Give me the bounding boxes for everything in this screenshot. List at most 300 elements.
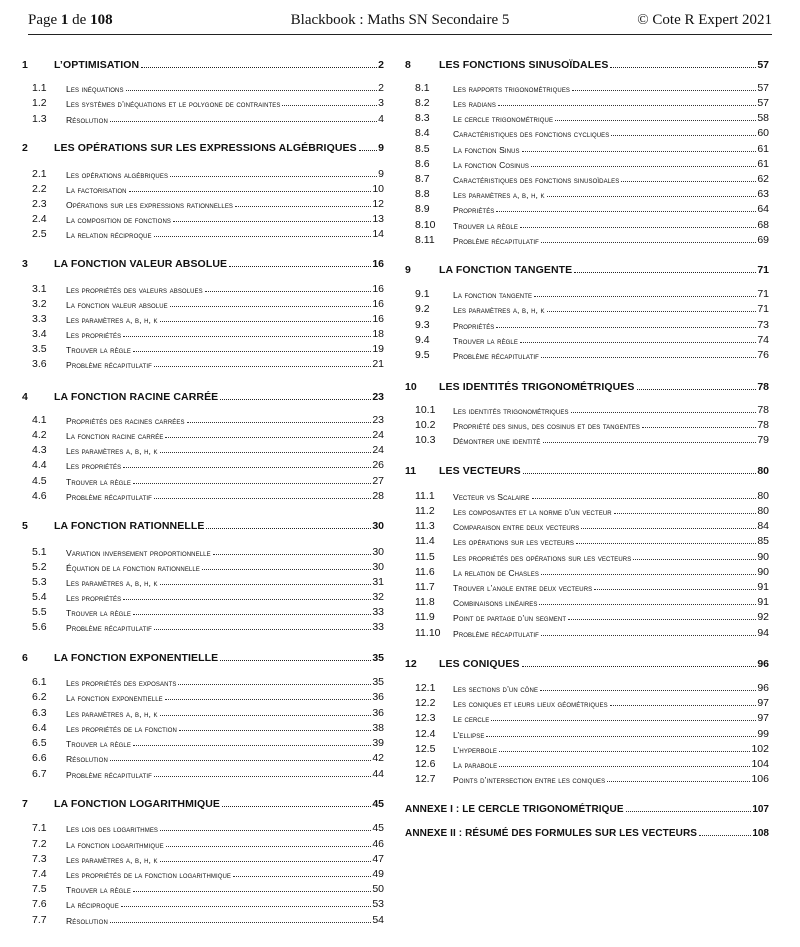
toc-subsection-entry[interactable] <box>22 722 384 734</box>
toc-subsection-entry[interactable] <box>22 914 384 926</box>
toc-entry-title: Les composantes et la norme d’un vecteur <box>453 507 612 517</box>
toc-entry-title: Caractéristiques des fonctions sinusoïdales <box>453 175 620 185</box>
toc-entry-page: 50 <box>372 883 384 895</box>
dot-leader <box>123 467 371 468</box>
toc-entry-number: 12.6 <box>415 758 436 770</box>
toc-entry-number: 8 <box>405 59 411 71</box>
toc-entry-number: 12.3 <box>415 712 436 724</box>
toc-subsection-entry[interactable] <box>405 288 769 300</box>
toc-entry-page: 71 <box>757 264 769 276</box>
toc-entry-page: 36 <box>372 691 384 703</box>
toc-subsection-entry[interactable] <box>22 444 384 456</box>
toc-subsection-entry[interactable] <box>22 591 384 603</box>
toc-entry-page: 92 <box>757 611 769 623</box>
toc-entry-title: Trouver la règle <box>66 885 131 895</box>
toc-subsection-entry[interactable] <box>22 490 384 502</box>
dot-leader <box>110 760 371 761</box>
toc-entry-page: 61 <box>757 158 769 170</box>
dot-leader <box>222 806 371 807</box>
toc-subsection-entry[interactable] <box>22 606 384 618</box>
toc-entry-title: Démontrer une identité <box>453 436 541 446</box>
toc-entry-page: 16 <box>372 313 384 325</box>
toc-entry-title: Les propriétés <box>66 461 122 471</box>
toc-entry-page: 91 <box>757 581 769 593</box>
toc-subsection-entry[interactable] <box>22 691 384 703</box>
toc-subsection-entry[interactable] <box>405 203 769 215</box>
toc-entry-title: L’OPTIMISATION <box>54 59 140 71</box>
toc-subsection-entry[interactable] <box>22 113 384 125</box>
toc-entry-number: 7 <box>22 798 28 810</box>
dot-leader <box>614 513 757 514</box>
toc-entry-title: La fonction tangente <box>453 290 533 300</box>
toc-subsection-entry[interactable] <box>405 535 769 547</box>
toc-entry-page: 44 <box>372 768 384 780</box>
toc-subsection-entry[interactable] <box>22 768 384 780</box>
toc-entry-title: Les opérations sur les vecteurs <box>453 537 575 547</box>
toc-subsection-entry[interactable] <box>22 298 384 310</box>
toc-entry-page: 106 <box>751 773 769 785</box>
toc-entry-title: Trouver la règle <box>66 608 131 618</box>
toc-entry-page: 108 <box>752 828 769 839</box>
toc-entry-title: Résolution <box>66 916 108 926</box>
toc-entry-title: Point de partage d’un segment <box>453 613 567 623</box>
toc-subsection-entry[interactable] <box>405 303 769 315</box>
toc-entry-title: Trouver la règle <box>453 336 518 346</box>
toc-subsection-entry[interactable] <box>22 883 384 895</box>
dot-leader <box>123 599 371 600</box>
toc-entry-page: 71 <box>757 303 769 315</box>
toc-entry-title: Les propriétés des exposants <box>66 678 177 688</box>
toc-subsection-entry[interactable] <box>22 343 384 355</box>
toc-entry-page: 97 <box>757 697 769 709</box>
toc-section-entry[interactable] <box>405 379 769 393</box>
dot-leader <box>534 296 756 297</box>
toc-subsection-entry[interactable] <box>22 82 384 94</box>
toc-entry-page: 78 <box>757 381 769 393</box>
toc-entry-title: Trouver la règle <box>453 221 518 231</box>
toc-subsection-entry[interactable] <box>405 682 769 694</box>
toc-subsection-entry[interactable] <box>22 752 384 764</box>
toc-entry-page: 61 <box>757 143 769 155</box>
dot-leader <box>543 442 757 443</box>
toc-subsection-entry[interactable] <box>22 313 384 325</box>
dot-leader <box>206 528 371 529</box>
toc-subsection-entry[interactable] <box>22 546 384 558</box>
toc-entry-page: 9 <box>378 142 384 154</box>
toc-section-entry[interactable] <box>22 140 384 154</box>
toc-annex-entry[interactable] <box>405 825 769 839</box>
toc-subsection-entry[interactable] <box>22 838 384 850</box>
toc-subsection-entry[interactable] <box>405 127 769 139</box>
toc-entry-number: 12.1 <box>415 682 436 694</box>
toc-entry-number: 2.2 <box>32 183 47 195</box>
dot-leader <box>110 121 377 122</box>
dot-leader <box>574 272 756 273</box>
toc-entry-title: LES VECTEURS <box>439 465 521 477</box>
toc-subsection-entry[interactable] <box>405 419 769 431</box>
toc-section-entry[interactable] <box>22 57 384 71</box>
toc-subsection-entry[interactable] <box>405 773 769 785</box>
dot-leader <box>621 181 756 182</box>
dot-leader <box>133 351 371 352</box>
document-title: Blackbook : Maths SN Secondaire 5 <box>290 12 510 28</box>
dot-leader <box>541 635 756 636</box>
toc-subsection-entry[interactable] <box>22 459 384 471</box>
dot-leader <box>126 90 378 91</box>
toc-section-entry[interactable] <box>22 256 384 270</box>
toc-subsection-entry[interactable] <box>405 758 769 770</box>
dot-leader <box>205 291 372 292</box>
toc-entry-number: 3.3 <box>32 313 47 325</box>
toc-entry-number: 11.1 <box>415 490 435 502</box>
dot-leader <box>555 120 756 121</box>
toc-annex-entry[interactable] <box>405 801 769 815</box>
toc-section-entry[interactable] <box>405 463 769 477</box>
toc-section-entry[interactable] <box>405 262 769 276</box>
dot-leader <box>610 67 756 68</box>
toc-entry-page: 102 <box>751 743 769 755</box>
toc-entry-number: 4.5 <box>32 475 47 487</box>
toc-entry-number: 8.3 <box>415 112 430 124</box>
toc-entry-page: 28 <box>372 490 384 502</box>
toc-subsection-entry[interactable] <box>405 319 769 331</box>
toc-section-entry[interactable] <box>22 650 384 664</box>
dot-leader <box>547 196 757 197</box>
toc-entry-page: 45 <box>372 798 384 810</box>
toc-entry-number: 6.2 <box>32 691 47 703</box>
toc-subsection-entry[interactable] <box>405 173 769 185</box>
toc-entry-page: 85 <box>757 535 769 547</box>
toc-subsection-entry[interactable] <box>405 219 769 231</box>
dot-leader <box>160 452 372 453</box>
toc-subsection-entry[interactable] <box>405 112 769 124</box>
dot-leader <box>541 242 756 243</box>
toc-entry-number: 9.2 <box>415 303 430 315</box>
toc-subsection-entry[interactable] <box>405 551 769 563</box>
dot-leader <box>699 835 751 836</box>
toc-subsection-entry[interactable] <box>405 404 769 416</box>
toc-entry-number: 11.5 <box>415 551 435 563</box>
toc-entry-page: 62 <box>757 173 769 185</box>
toc-entry-page: 4 <box>378 113 384 125</box>
toc-entry-page: 80 <box>757 505 769 517</box>
toc-entry-title: Combinaisons linéaires <box>453 598 538 608</box>
toc-entry-number: 8.1 <box>415 82 430 94</box>
toc-entry-title: Les inéquations <box>66 84 124 94</box>
toc-entry-title: L’ellipse <box>453 730 485 740</box>
toc-section-entry[interactable] <box>22 389 384 403</box>
toc-entry-title: La fonction logarithmique <box>66 840 164 850</box>
toc-subsection-entry[interactable] <box>22 429 384 441</box>
toc-entry-title: LES OPÉRATIONS SUR LES EXPRESSIONS ALGÉBRIQUES <box>54 142 357 154</box>
dot-leader <box>522 666 757 667</box>
toc-section-entry[interactable] <box>405 57 769 71</box>
toc-entry-number: 11.4 <box>415 535 435 547</box>
toc-entry-page: 12 <box>372 198 384 210</box>
toc-entry-number: 1.3 <box>32 113 47 125</box>
dot-leader <box>165 699 372 700</box>
toc-subsection-entry[interactable] <box>405 627 769 639</box>
toc-subsection-entry[interactable] <box>405 158 769 170</box>
toc-entry-number: 11 <box>405 465 417 477</box>
toc-entry-title: Problème récapitulatif <box>453 236 539 246</box>
toc-entry-title: LA FONCTION RACINE CARRÉE <box>54 391 219 403</box>
toc-entry-number: 7.1 <box>32 822 47 834</box>
toc-entry-number: 4.1 <box>32 414 47 426</box>
toc-entry-page: 47 <box>372 853 384 865</box>
dot-leader <box>160 715 372 716</box>
toc-entry-title: Caractéristiques des fonctions cycliques <box>453 129 610 139</box>
toc-entry-page: 30 <box>372 520 384 532</box>
toc-entry-title: Trouver l’angle entre deux vecteurs <box>453 583 593 593</box>
toc-entry-title: LES IDENTITÉS TRIGONOMÉTRIQUES <box>439 381 635 393</box>
toc-entry-title: LA FONCTION EXPONENTIELLE <box>54 652 219 664</box>
toc-entry-title: Les paramètres a, b, h, k <box>66 446 158 456</box>
toc-entry-title: Problème récapitulatif <box>66 360 152 370</box>
toc-entry-page: 10 <box>372 183 384 195</box>
toc-entry-number: 8.6 <box>415 158 430 170</box>
toc-entry-number: 9 <box>405 264 411 276</box>
toc-subsection-entry[interactable] <box>405 611 769 623</box>
toc-subsection-entry[interactable] <box>22 228 384 240</box>
toc-entry-page: 30 <box>372 546 384 558</box>
toc-subsection-entry[interactable] <box>405 82 769 94</box>
toc-subsection-entry[interactable] <box>405 728 769 740</box>
dot-leader <box>160 321 372 322</box>
toc-entry-page: 42 <box>372 752 384 764</box>
dot-leader <box>133 483 371 484</box>
toc-entry-title: Les lois des logarithmes <box>66 824 159 834</box>
toc-entry-title: Les radians <box>453 99 496 109</box>
toc-entry-number: 9.1 <box>415 288 430 300</box>
toc-entry-number: 3 <box>22 258 28 270</box>
toc-entry-title: La fonction Sinus <box>453 145 520 155</box>
toc-entry-number: 4.4 <box>32 459 47 471</box>
toc-subsection-entry[interactable] <box>405 143 769 155</box>
toc-entry-page: 69 <box>757 234 769 246</box>
toc-subsection-entry[interactable] <box>405 349 769 361</box>
toc-entry-number: 1 <box>22 59 28 71</box>
toc-entry-number: 11.10 <box>415 627 441 639</box>
toc-subsection-entry[interactable] <box>22 868 384 880</box>
toc-entry-number: 8.9 <box>415 203 430 215</box>
toc-entry-number: 5.1 <box>32 546 47 558</box>
toc-entry-number: 7.2 <box>32 838 47 850</box>
toc-entry-page: 45 <box>372 822 384 834</box>
dot-leader <box>539 604 756 605</box>
toc-subsection-entry[interactable] <box>22 328 384 340</box>
page-number: 1 <box>60 12 69 28</box>
toc-entry-page: 32 <box>372 591 384 603</box>
toc-entry-page: 94 <box>757 627 769 639</box>
dot-leader <box>359 150 377 151</box>
dot-leader <box>499 766 750 767</box>
toc-subsection-entry[interactable] <box>22 707 384 719</box>
toc-subsection-entry[interactable] <box>405 234 769 246</box>
toc-entry-title: La relation réciproque <box>66 230 152 240</box>
toc-subsection-entry[interactable] <box>22 561 384 573</box>
toc-entry-title: Les rapports trigonométriques <box>453 84 571 94</box>
toc-entry-title: Résolution <box>66 115 108 125</box>
toc-entry-number: 7.5 <box>32 883 47 895</box>
toc-entry-number: 12.5 <box>415 743 436 755</box>
toc-entry-title: Résolution <box>66 754 108 764</box>
dot-leader <box>121 906 372 907</box>
toc-entry-page: 54 <box>372 914 384 926</box>
toc-subsection-entry[interactable] <box>405 596 769 608</box>
toc-entry-title: Problème récapitulatif <box>453 629 539 639</box>
toc-subsection-entry[interactable] <box>22 283 384 295</box>
toc-entry-page: 24 <box>372 429 384 441</box>
toc-entry-title: L’hyperbole <box>453 745 497 755</box>
toc-entry-page: 99 <box>757 728 769 740</box>
toc-entry-number: 12.4 <box>415 728 436 740</box>
toc-entry-page: 63 <box>757 188 769 200</box>
dot-leader <box>626 811 752 812</box>
toc-subsection-entry[interactable] <box>405 712 769 724</box>
dot-leader <box>154 776 371 777</box>
toc-entry-title: LES FONCTIONS SINUSOÏDALES <box>439 59 609 71</box>
toc-entry-number: 9.4 <box>415 334 430 346</box>
toc-entry-page: 18 <box>372 328 384 340</box>
toc-entry-title: Problème récapitulatif <box>66 623 152 633</box>
toc-entry-page: 35 <box>372 676 384 688</box>
toc-subsection-entry[interactable] <box>22 168 384 180</box>
toc-entry-number: 1.2 <box>32 97 47 109</box>
toc-entry-title: Équation de la fonction rationnelle <box>66 563 200 573</box>
toc-entry-title: Problème récapitulatif <box>66 492 152 502</box>
toc-entry-number: 4.2 <box>32 429 47 441</box>
toc-entry-page: 57 <box>757 59 769 71</box>
dot-leader <box>610 705 757 706</box>
toc-entry-number: 2.1 <box>32 168 47 180</box>
toc-entry-page: 97 <box>757 712 769 724</box>
toc-entry-page: 107 <box>752 804 769 815</box>
dot-leader <box>491 720 756 721</box>
toc-subsection-entry[interactable] <box>22 898 384 910</box>
toc-entry-number: 11.7 <box>415 581 435 593</box>
toc-subsection-entry[interactable] <box>405 581 769 593</box>
toc-subsection-entry[interactable] <box>405 743 769 755</box>
dot-leader <box>547 311 757 312</box>
dot-leader <box>541 574 756 575</box>
toc-subsection-entry[interactable] <box>22 576 384 588</box>
toc-subsection-entry[interactable] <box>405 188 769 200</box>
toc-entry-page: 49 <box>372 868 384 880</box>
dot-leader <box>541 357 756 358</box>
toc-entry-page: 35 <box>372 652 384 664</box>
toc-entry-title: La relation de Chasles <box>453 568 539 578</box>
toc-entry-number: 10.2 <box>415 419 436 431</box>
toc-subsection-entry[interactable] <box>22 853 384 865</box>
toc-section-entry[interactable] <box>22 518 384 532</box>
toc-entry-title: Les propriétés des valeurs absolues <box>66 285 203 295</box>
toc-subsection-entry[interactable] <box>405 490 769 502</box>
toc-subsection-entry[interactable] <box>22 475 384 487</box>
toc-entry-title: Les propriétés de la fonction logarithmique <box>66 870 232 880</box>
toc-entry-page: 91 <box>757 596 769 608</box>
toc-entry-title: LA FONCTION RATIONNELLE <box>54 520 205 532</box>
toc-entry-number: 6.6 <box>32 752 47 764</box>
dot-leader <box>129 191 372 192</box>
toc-entry-title: Les sections d’un cône <box>453 684 539 694</box>
toc-entry-title: La composition de fonctions <box>66 215 171 225</box>
toc-entry-number: 7.3 <box>32 853 47 865</box>
dot-leader <box>133 614 371 615</box>
toc-subsection-entry[interactable] <box>405 697 769 709</box>
toc-entry-title: Problème récapitulatif <box>453 351 539 361</box>
dot-leader <box>571 412 757 413</box>
toc-entry-number: 6 <box>22 652 28 664</box>
toc-section-entry[interactable] <box>22 796 384 810</box>
toc-entry-page: 57 <box>757 97 769 109</box>
toc-subsection-entry[interactable] <box>405 505 769 517</box>
toc-entry-number: 12.7 <box>415 773 436 785</box>
toc-entry-number: 5.5 <box>32 606 47 618</box>
toc-subsection-entry[interactable] <box>405 97 769 109</box>
dot-leader <box>611 135 756 136</box>
toc-entry-number: 1.1 <box>32 82 47 94</box>
toc-entry-page: 16 <box>372 283 384 295</box>
toc-subsection-entry[interactable] <box>405 566 769 578</box>
toc-entry-title: Le cercle trigonométrique <box>453 114 554 124</box>
toc-entry-title: Les propriétés <box>66 593 122 603</box>
toc-subsection-entry[interactable] <box>22 737 384 749</box>
toc-subsection-entry[interactable] <box>22 621 384 633</box>
toc-entry-title: Les propriétés des opérations sur les vecteurs <box>453 553 632 563</box>
dot-leader <box>170 306 372 307</box>
dot-leader <box>160 861 372 862</box>
toc-subsection-entry[interactable] <box>22 358 384 370</box>
toc-subsection-entry[interactable] <box>405 434 769 446</box>
toc-entry-number: 4.3 <box>32 444 47 456</box>
toc-entry-title: Problème récapitulatif <box>66 770 152 780</box>
toc-subsection-entry[interactable] <box>22 213 384 225</box>
page-total: 108 <box>90 12 113 28</box>
toc-entry-title: LA FONCTION TANGENTE <box>439 264 573 276</box>
toc-subsection-entry[interactable] <box>22 183 384 195</box>
toc-subsection-entry[interactable] <box>22 822 384 834</box>
toc-entry-title: Les propriétés de la fonction <box>66 724 177 734</box>
toc-subsection-entry[interactable] <box>405 520 769 532</box>
toc-entry-title: Propriétés des racines carrées <box>66 416 185 426</box>
toc-entry-title: La parabole <box>453 760 498 770</box>
toc-entry-title: Comparaison entre deux vecteurs <box>453 522 580 532</box>
dot-leader <box>282 105 377 106</box>
toc-subsection-entry[interactable] <box>22 414 384 426</box>
dot-leader <box>154 498 371 499</box>
toc-subsection-entry[interactable] <box>22 198 384 210</box>
toc-entry-page: 90 <box>757 551 769 563</box>
dot-leader <box>568 619 756 620</box>
toc-section-entry[interactable] <box>405 656 769 670</box>
dot-leader <box>123 336 371 337</box>
toc-subsection-entry[interactable] <box>405 334 769 346</box>
toc-subsection-entry[interactable] <box>22 97 384 109</box>
toc-entry-page: 31 <box>372 576 384 588</box>
toc-entry-number: 8.11 <box>415 234 435 246</box>
page-prefix: Page <box>28 12 61 28</box>
dot-leader <box>499 751 750 752</box>
toc-entry-page: 79 <box>757 434 769 446</box>
toc-subsection-entry[interactable] <box>22 676 384 688</box>
toc-entry-title: Les systèmes d’inéquations et le polygone de contraintes <box>66 99 281 109</box>
toc-entry-title: Les propriétés <box>66 330 122 340</box>
toc-entry-number: 5.2 <box>32 561 47 573</box>
dot-leader <box>220 660 371 661</box>
dot-leader <box>154 629 371 630</box>
dot-leader <box>522 151 757 152</box>
